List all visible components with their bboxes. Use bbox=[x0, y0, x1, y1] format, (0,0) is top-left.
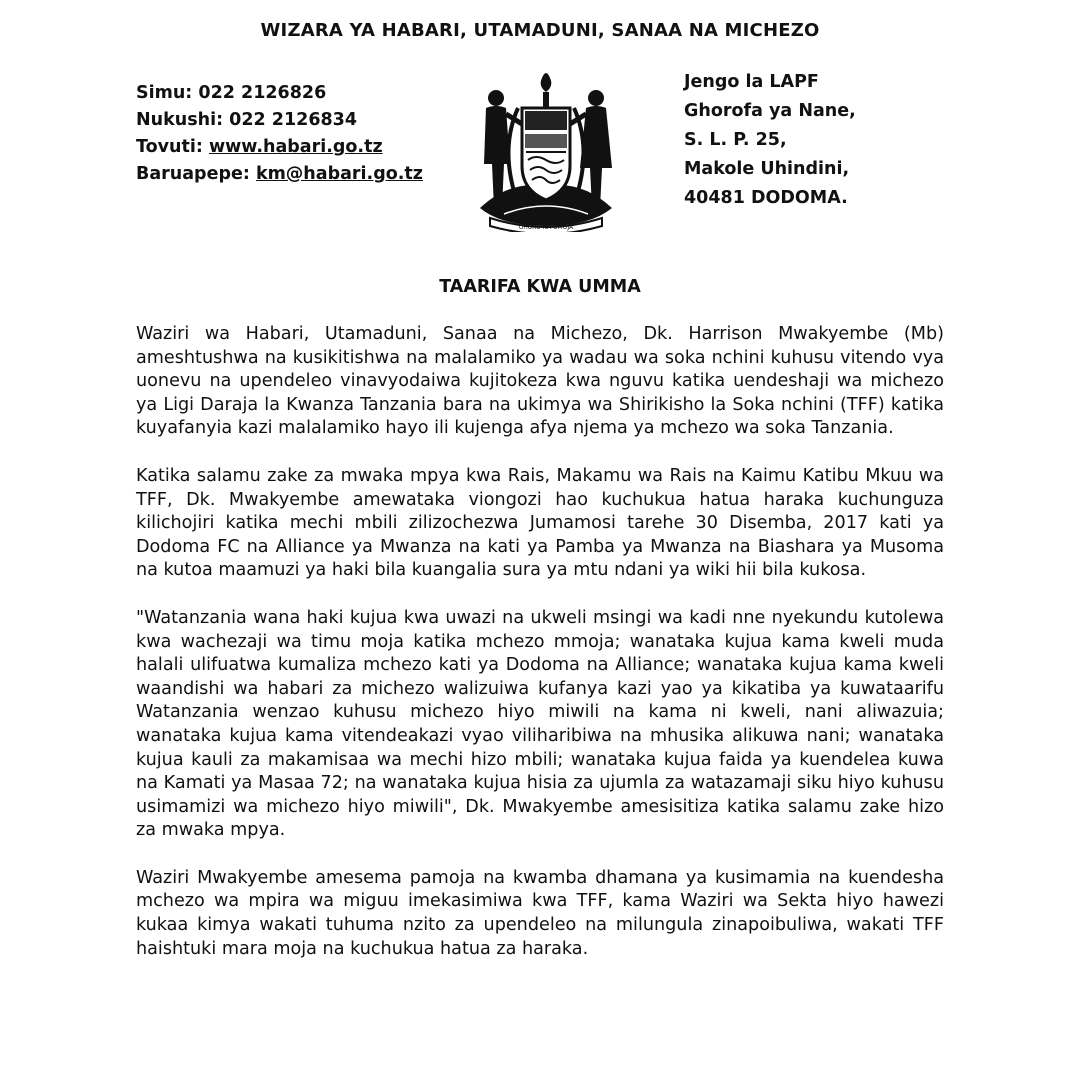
contact-email bbox=[136, 161, 423, 188]
address-line: Makole Uhindini, bbox=[684, 159, 850, 179]
contact-website bbox=[136, 134, 423, 161]
motto-lettering: UHURU NA UMOJA bbox=[518, 224, 574, 231]
paragraph: Katika salamu zake za mwaka mpya kwa Rais, Makamu wa Rais na Kaimu Katibu Mkuu wa TFF, Dk. Mwakyembe amewataka viongozi hao kuchukua hatua haraka kuchunguza kilichojiri katika mechi mbili zilizochezwa Jumamosi tarehe 30 Disemba, 2017 kati ya Dodoma FC na Alliance ya Mwanza na kati ya Pamba ya Mwanza na Biashara ya Musoma na kutoa maamuzi ya haki bila kuangalia sura ya mtu ndani ya wiki hii bila kukosa. bbox=[136, 465, 944, 581]
address-line: 40481 DODOMA. bbox=[684, 188, 848, 208]
address-line: Ghorofa ya Nane, bbox=[684, 101, 856, 121]
contact-label: Baruapepe: bbox=[136, 164, 250, 184]
ministry-name: WIZARA YA HABARI, UTAMADUNI, SANAA NA MICHEZO bbox=[260, 20, 820, 41]
document-title: TAARIFA KWA UMMA bbox=[439, 277, 641, 297]
contact-phone bbox=[136, 80, 423, 107]
contact-value: 022 2126834 bbox=[229, 110, 358, 130]
email-link[interactable]: km@habari.go.tz bbox=[255, 164, 423, 184]
contact-fax bbox=[136, 107, 423, 134]
paragraph: Waziri Mwakyembe amesema pamoja na kwamba dhamana ya kusimamia na kuendesha mchezo wa mpira wa miguu imekasimiwa kwa TFF, kama Waziri wa Sekta hiyo hawezi kukaa kimya wakati tuhuma nzito za upendeleo na milungula zinapoibuliwa, wakati TFF haishtuki mara moja na kuchukua hatua za haraka. bbox=[136, 867, 944, 959]
contact-label: Tovuti: bbox=[136, 137, 203, 157]
contact-block bbox=[136, 80, 423, 188]
coat-of-arms-icon bbox=[470, 68, 622, 232]
paragraph: Waziri wa Habari, Utamaduni, Sanaa na Michezo, Dk. Harrison Mwakyembe (Mb) ameshtushwa na kusikitishwa na malalamiko ya wadau wa soka nchini kuhusu vitendo vya uonevu na upendeleo vinavyodaiwa kujitokeza kwa nguvu katika uendeshaji wa michezo ya Ligi Daraja la Kwanza Tanzania bara na ukimya wa Shirikisho la Soka nchini (TFF) katika kuyafanyia kazi malalamiko hayo ili kujenga afya njema ya mchezo wa soka Tanzania. bbox=[136, 324, 944, 439]
website-link[interactable]: www.habari.go.tz bbox=[208, 137, 383, 157]
contact-label: Simu: bbox=[136, 83, 193, 103]
contact-value: 022 2126826 bbox=[198, 83, 327, 103]
address-line: Jengo la LAPF bbox=[684, 72, 819, 92]
contact-label: Nukushi: bbox=[136, 110, 224, 130]
paragraph: "Watanzania wana haki kujua kwa uwazi na ukweli msingi wa kadi nne nyekundu kutolewa kwa wachezaji wa timu moja katika mchezo mmoja; wanataka kujua kama kweli muda halali ulifuatwa kumaliza mchezo kati ya Dodoma na Alliance; wanataka kujua kama kweli waandishi wa habari za michezo walizuiwa kufanya kazi yao ya kikatiba ya kuwataarifu Watanzania wenzao kuhusu michezo hiyo miwili na kama ni kweli, nani aliwazuia; wanataka kujua kama vitendeakazi vyao viliharibiwa na mhusika alikuwa nani; wanataka kujua kauli za makamisaa wa mechi hizo mbili; wanataka kujua faida ya kuendelea kuwa na Kamati ya Masaa 72; na wanataka kujua hisia za ujumla za watazamaji siku hiyo kuhusu usimamizi wa michezo hiyo miwili", Dk. Mwakyembe amesisitiza katika salamu zake hizo za mwaka mpya. bbox=[136, 607, 944, 841]
document-body bbox=[136, 323, 944, 985]
address-block bbox=[684, 68, 856, 213]
address-line: S. L. P. 25, bbox=[684, 130, 787, 150]
